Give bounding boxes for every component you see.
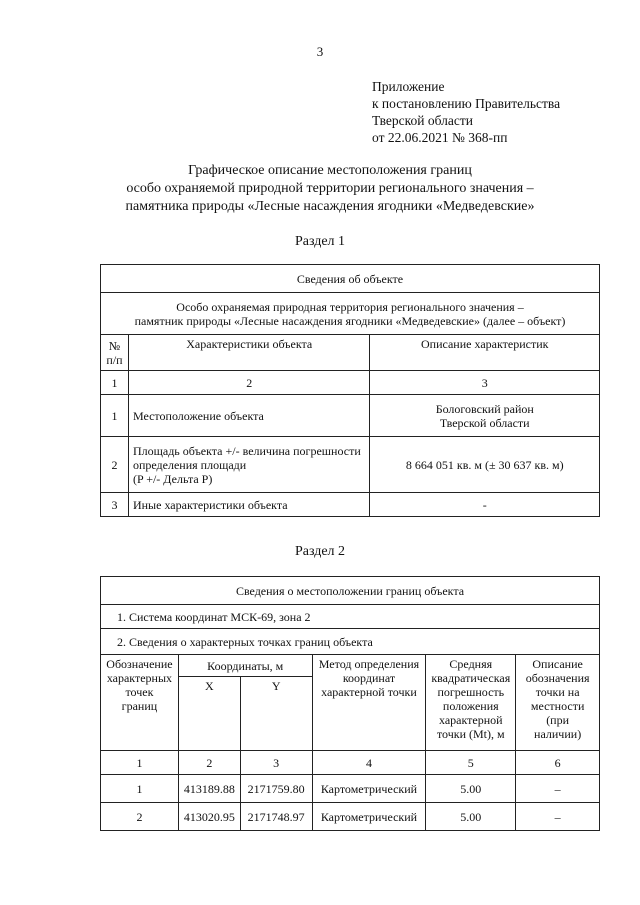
coord-y: 2171748.97: [240, 803, 312, 831]
header-text: квадратическая: [431, 671, 511, 685]
header-text: Средняя: [449, 657, 493, 671]
header-text: характерных: [106, 671, 173, 685]
header-text: характерной точки: [321, 685, 417, 699]
header-text: характерной: [438, 713, 503, 727]
header-text: №: [108, 338, 121, 353]
header-x: X: [178, 677, 240, 751]
header-num: [101, 335, 129, 371]
description-line: Бологовский район: [435, 401, 534, 416]
method: Картометрический: [312, 803, 426, 831]
characteristic-line: Площадь объекта +/- величина погрешности: [132, 443, 361, 458]
header-text: точки (Mt), м: [436, 727, 505, 741]
title-line: особо охраняемой природной территории регионального значения –: [126, 181, 534, 196]
appendix-line: от 22.06.2021 № 368-пп: [372, 130, 508, 145]
table-row: [101, 775, 600, 803]
title-line: памятника природы «Лесные насаждения ягодники «Медведевские»: [125, 199, 535, 214]
row-description: 8 664 051 кв. м (± 30 637 кв. м): [370, 437, 600, 493]
point-description: –: [516, 775, 600, 803]
row-description: [370, 395, 600, 437]
header-text: погрешность: [437, 685, 505, 699]
index-cell: 1: [101, 751, 179, 775]
index-cell: 6: [516, 751, 600, 775]
error-value: 5.00: [426, 803, 516, 831]
index-cell: 3: [240, 751, 312, 775]
header-text: п/п: [106, 352, 123, 367]
table-row: [101, 803, 600, 831]
header-text: координат: [342, 671, 396, 685]
index-cell: 2: [128, 371, 370, 395]
header-error: [426, 655, 516, 751]
row-characteristic: Иные характеристики объекта: [128, 493, 370, 517]
boundary-points-table: [100, 576, 600, 831]
section2-heading: Раздел 2: [294, 544, 346, 559]
point-id: 2: [101, 803, 179, 831]
table-row: [101, 493, 600, 517]
index-cell: 1: [101, 371, 129, 395]
description-line: Тверской области: [439, 415, 530, 430]
row-characteristic: Местоположение объекта: [128, 395, 370, 437]
title-line: Графическое описание местоположения границ: [188, 163, 472, 178]
error-value: 5.00: [426, 775, 516, 803]
points-info-heading: 2. Сведения о характерных точках границ объекта: [101, 629, 600, 655]
header-text: точки на: [535, 685, 580, 699]
header-text: положения: [442, 699, 499, 713]
header-text: Метод определения: [318, 657, 420, 671]
header-text: наличии): [534, 727, 582, 741]
point-id: 1: [101, 775, 179, 803]
characteristic-line: (P +/- Дельта P): [132, 471, 213, 486]
row-description: -: [370, 493, 600, 517]
table-title: Сведения о местоположении границ объекта: [101, 577, 600, 605]
table-row: [101, 395, 600, 437]
document-title: [60, 162, 600, 216]
index-cell: 3: [370, 371, 600, 395]
header-text: Описание: [532, 657, 583, 671]
coord-y: 2171759.80: [240, 775, 312, 803]
header-text: точек: [125, 685, 154, 699]
table-title: Сведения об объекте: [101, 265, 600, 293]
header-point: [101, 655, 179, 751]
section1-heading: Раздел 1: [294, 234, 346, 249]
coord-x: 413020.95: [178, 803, 240, 831]
row-num: 3: [101, 493, 129, 517]
header-text: (при: [546, 713, 570, 727]
header-coordinates: Координаты, м: [178, 655, 312, 677]
coordinate-system: 1. Система координат МСК-69, зона 2: [101, 605, 600, 629]
object-name-cell: [101, 293, 600, 335]
object-info-table: [100, 264, 600, 517]
header-characteristics: Характеристики объекта: [128, 335, 370, 371]
header-text: обозначения: [525, 671, 590, 685]
row-num: 2: [101, 437, 129, 493]
index-cell: 5: [426, 751, 516, 775]
page-number: 3: [316, 44, 324, 59]
appendix-block: [372, 78, 560, 146]
header-description: Описание характеристик: [370, 335, 600, 371]
header-text: границ: [121, 699, 158, 713]
header-text: Обозначение: [106, 657, 173, 671]
point-description: –: [516, 803, 600, 831]
appendix-line: к постановлению Правительства: [372, 96, 561, 111]
table-row: [101, 437, 600, 493]
object-name-line: памятник природы «Лесные насаждения ягодники «Медведевские» (далее – объект): [134, 313, 566, 328]
method: Картометрический: [312, 775, 426, 803]
header-y: Y: [240, 677, 312, 751]
row-characteristic: [128, 437, 370, 493]
coord-x: 413189.88: [178, 775, 240, 803]
header-text: местности: [530, 699, 585, 713]
appendix-line: Тверской области: [372, 113, 473, 128]
header-method: [312, 655, 426, 751]
appendix-line: Приложение: [372, 79, 445, 94]
header-point-description: [516, 655, 600, 751]
index-cell: 4: [312, 751, 426, 775]
characteristic-line: определения площади: [132, 457, 247, 472]
object-name-line: Особо охраняемая природная территория регионального значения –: [176, 299, 524, 314]
row-num: 1: [101, 395, 129, 437]
index-cell: 2: [178, 751, 240, 775]
